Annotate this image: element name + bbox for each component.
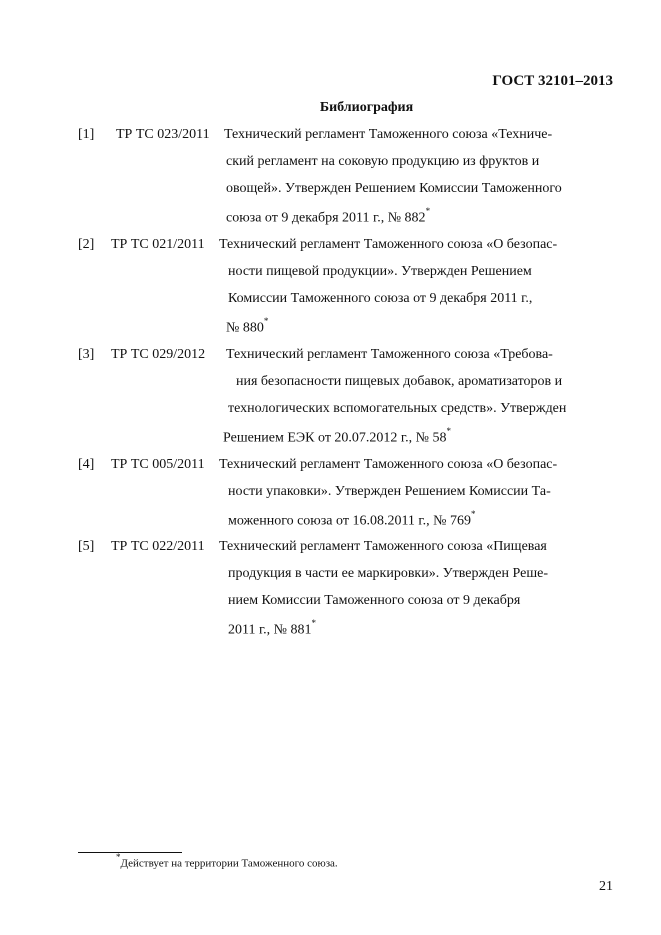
reference-line: № 880 xyxy=(226,320,264,336)
reference-line: союза от 9 декабря 2011 г., № 882 xyxy=(226,210,426,226)
reference-line: моженного союза от 16.08.2011 г., № 769 xyxy=(228,513,471,529)
reference-line: Технический регламент Таможенного союза «Требова- xyxy=(226,347,553,362)
reference-code: ТР ТС 021/2011 xyxy=(111,237,205,252)
reference-line: 2011 г., № 881 xyxy=(228,622,312,638)
reference-last-line xyxy=(226,208,430,227)
reference-number: [4] xyxy=(78,457,95,472)
reference-code: ТР ТС 023/2011 xyxy=(116,127,210,142)
footnote-marker: * xyxy=(446,426,451,436)
reference-last-line xyxy=(228,511,475,530)
reference-line: ности пищевой продукции». Утвержден Решением xyxy=(228,264,532,279)
reference-code: ТР ТС 005/2011 xyxy=(111,457,205,472)
reference-code: ТР ТС 022/2011 xyxy=(111,539,205,554)
footnote xyxy=(116,854,338,870)
footnote-marker: * xyxy=(263,316,269,326)
footnote-marker: * xyxy=(311,618,317,628)
document-standard-code: ГОСТ 32101–2013 xyxy=(492,73,613,89)
reference-last-line xyxy=(226,318,268,337)
page-number: 21 xyxy=(599,879,613,894)
footnote-marker: * xyxy=(116,852,121,862)
footnote-marker: * xyxy=(470,509,476,519)
reference-line: Технический регламент Таможенного союза «О безопас- xyxy=(219,237,558,252)
reference-line: Решением ЕЭК от 20.07.2012 г., № 58 xyxy=(223,430,447,446)
reference-last-line xyxy=(228,620,316,639)
reference-line: ский регламент на соковую продукцию из фруктов и xyxy=(226,154,540,169)
footnote-marker: * xyxy=(425,206,431,216)
reference-number: [5] xyxy=(78,539,95,554)
reference-line: Технический регламент Таможенного союза «О безопас- xyxy=(219,457,558,472)
reference-number: [1] xyxy=(78,127,95,142)
reference-line: овощей». Утвержден Решением Комиссии Таможенного xyxy=(226,181,562,196)
bibliography-title: Библиография xyxy=(319,100,414,115)
reference-line: Комиссии Таможенного союза от 9 декабря 2011 г., xyxy=(228,291,533,306)
reference-line: нием Комиссии Таможенного союза от 9 декабря xyxy=(228,593,521,608)
reference-line: технологических вспомогательных средств». Утвержден xyxy=(228,401,567,416)
reference-line: ности упаковки». Утвержден Решением Комиссии Та- xyxy=(228,484,551,499)
reference-line: Технический регламент Таможенного союза «Пищевая xyxy=(219,539,547,554)
reference-code: ТР ТС 029/2012 xyxy=(111,347,206,362)
reference-line: ния безопасности пищевых добавок, ароматизаторов и xyxy=(236,374,563,389)
reference-line: Технический регламент Таможенного союза «Техниче- xyxy=(224,127,553,142)
reference-line: продукция в части ее маркировки». Утвержден Реше- xyxy=(228,566,548,581)
reference-last-line xyxy=(223,428,451,447)
footnote-text: Действует на территории Таможенного союза. xyxy=(120,857,338,870)
reference-number: [2] xyxy=(78,237,95,252)
footnote-divider xyxy=(78,852,182,853)
reference-number: [3] xyxy=(78,347,95,362)
